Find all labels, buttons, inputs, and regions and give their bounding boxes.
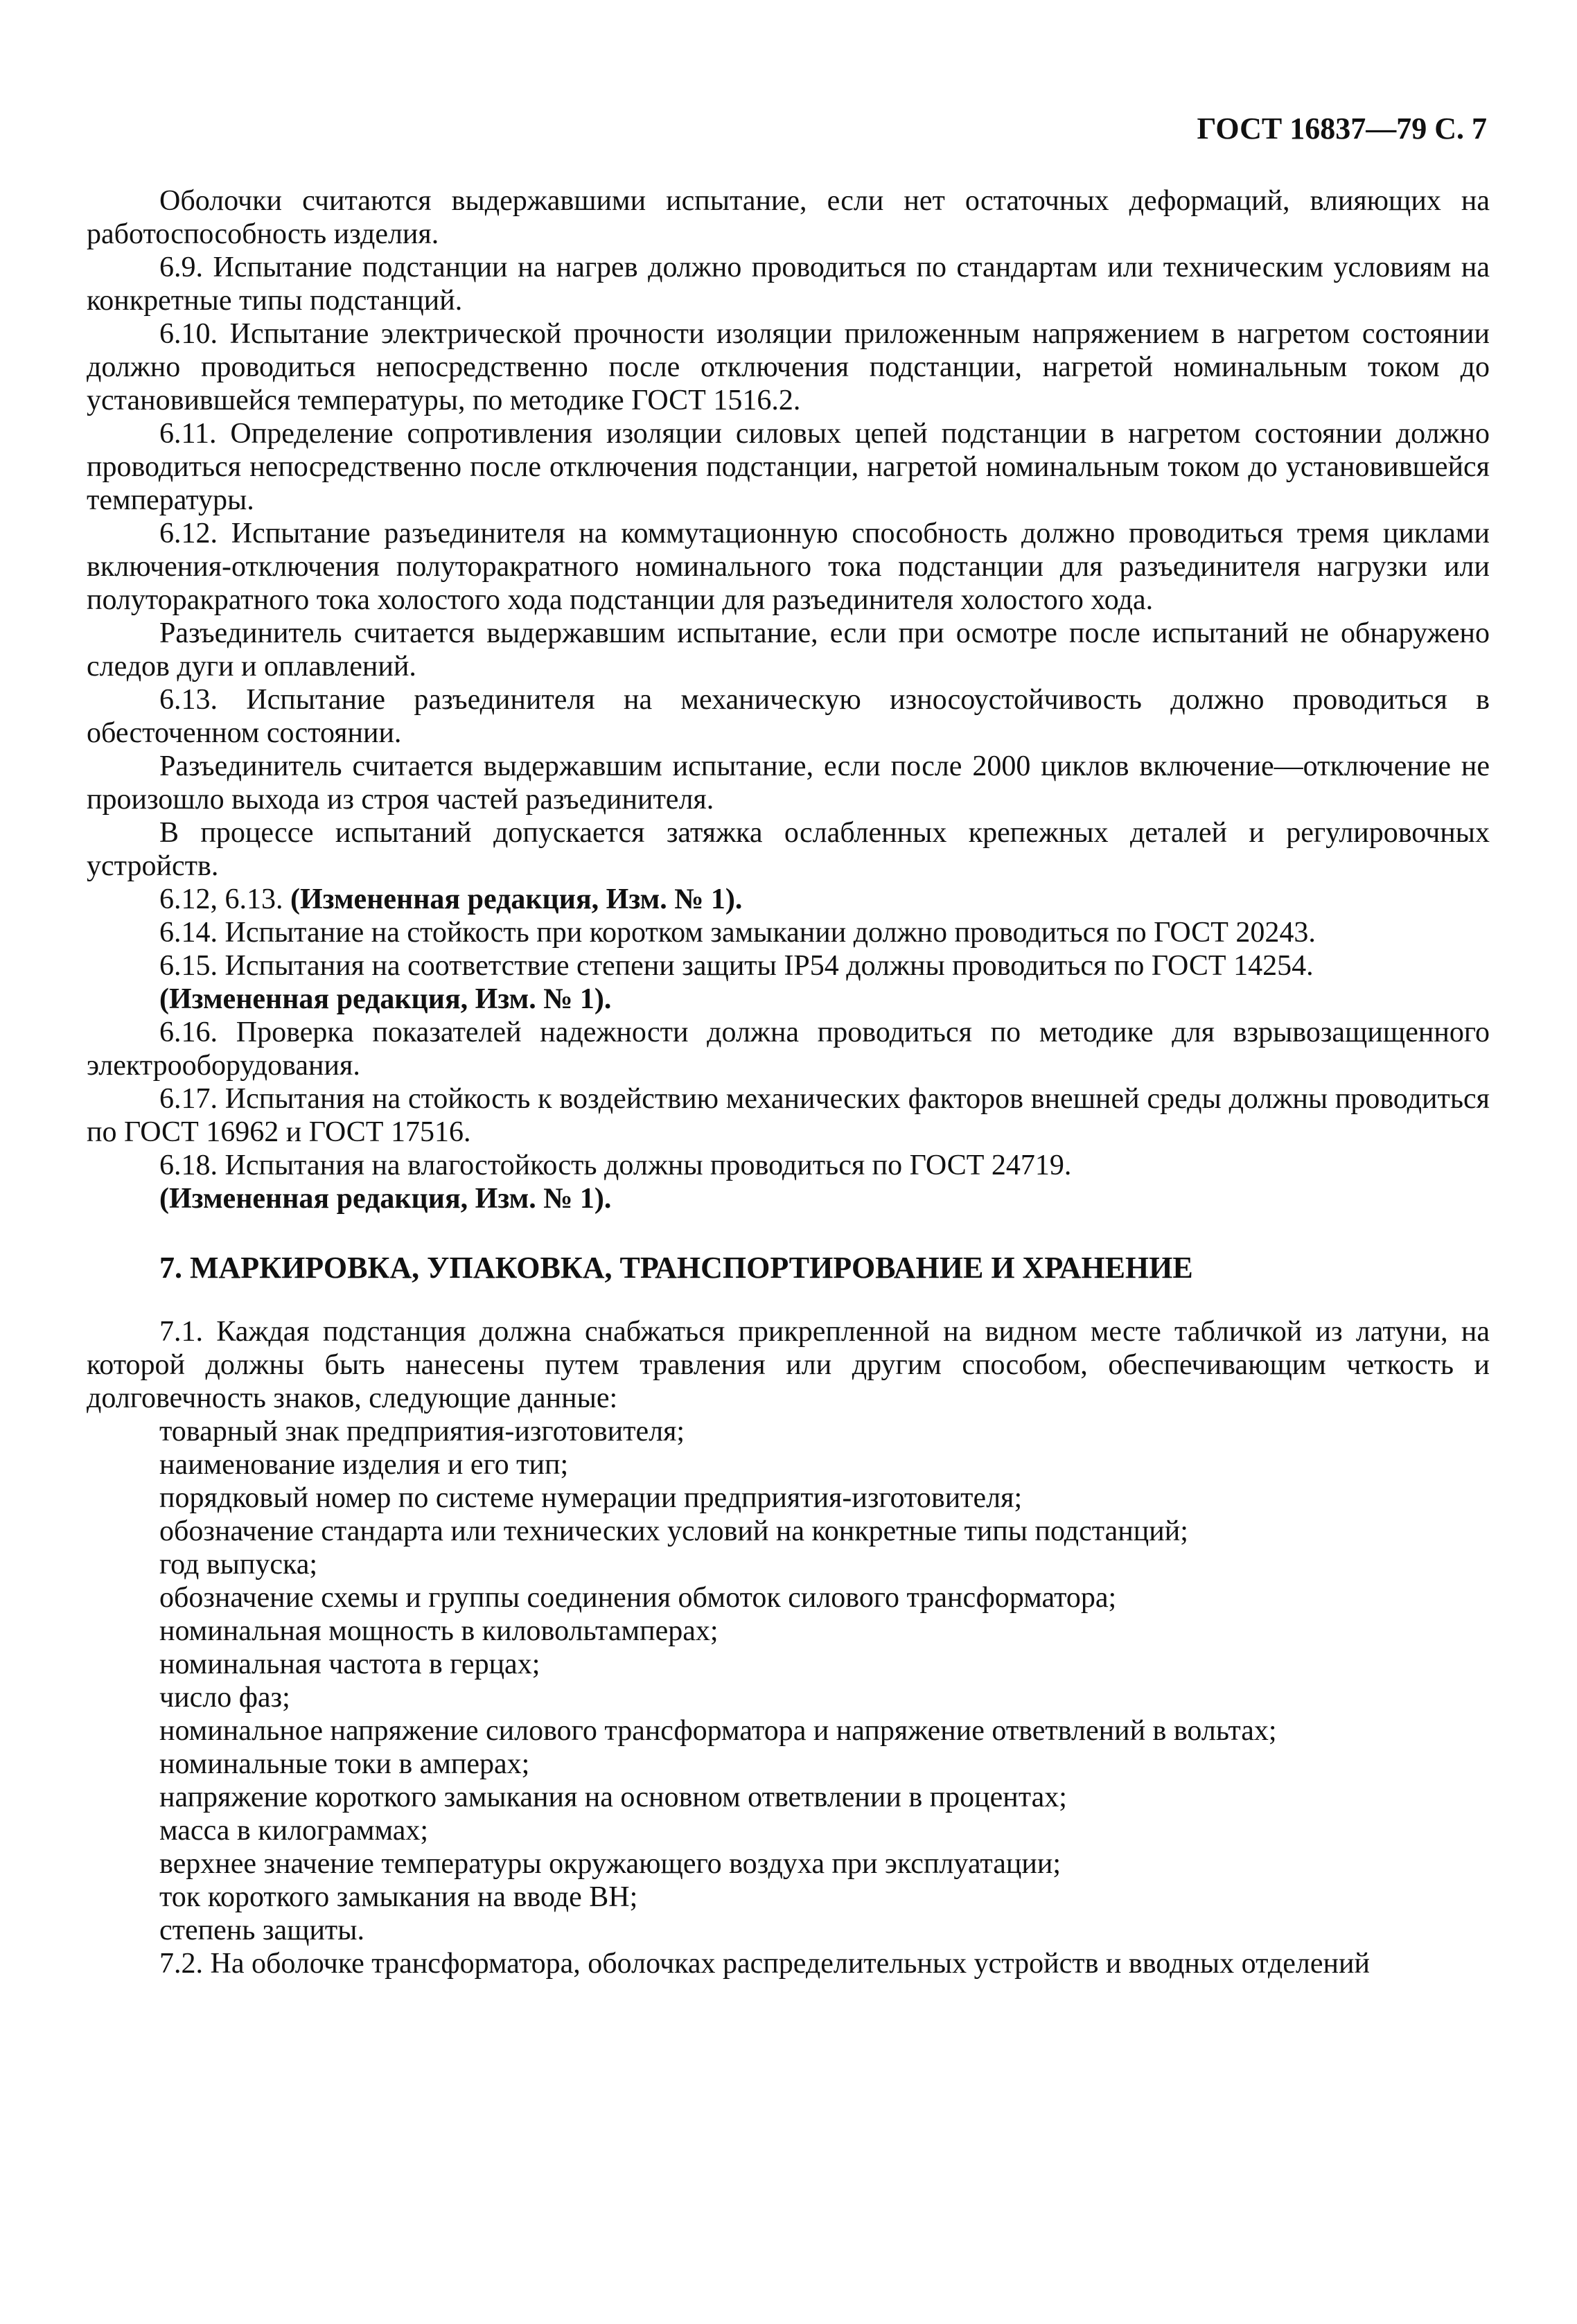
paragraph-6-10: 6.10. Испытание электрической прочности изоляции приложенным напряжением в нагретом состоянии должно проводиться непосредственно после отключения подстанции, нагретой номинальным током до установившейся температуры, по методике ГОСТ 1516.2.: [87, 318, 1490, 416]
list-item: ток короткого замыкания на вводе ВН;: [159, 1881, 638, 1913]
paragraph-6-9: 6.9. Испытание подстанции на нагрев должно проводиться по стандартам или техническим условиям на конкретные типы подстанций.: [87, 252, 1490, 317]
paragraph-amendment-6-12: [87, 883, 1490, 916]
paragraph-6-18: 6.18. Испытания на влагостойкость должны проводиться по ГОСТ 24719.: [159, 1150, 1072, 1181]
list-item: масса в килограммах;: [159, 1815, 429, 1847]
paragraph-6-17: 6.17. Испытания на стойкость к воздействию механических факторов внешней среды должны проводиться по ГОСТ 16962 и ГОСТ 17516.: [87, 1083, 1490, 1148]
list-item: номинальная частота в герцах;: [159, 1648, 540, 1680]
list-item: год выпуска;: [159, 1549, 318, 1581]
list-item: номинальное напряжение силового трансформатора и напряжение ответвлений в вольтах;: [159, 1715, 1277, 1747]
list-item: номинальная мощность в киловольтамперах;: [159, 1615, 719, 1647]
amendment-note-6-15: (Измененная редакция, Изм. № 1).: [159, 983, 612, 1015]
paragraph-6-16: 6.16. Проверка показателей надежности должна проводиться по методике для взрывозащищенного электрооборудования.: [87, 1016, 1490, 1082]
list-item: порядковый номер по системе нумерации предприятия-изготовителя;: [159, 1482, 1023, 1514]
paragraph-6-13: 6.13. Испытание разъединителя на механическую износоустойчивость должно проводиться в обесточенном состоянии.: [87, 684, 1490, 749]
list-item: напряжение короткого замыкания на основном ответвлении в процентах;: [159, 1781, 1067, 1813]
paragraph-6-15: 6.15. Испытания на соответствие степени защиты IP54 должны проводиться по ГОСТ 14254.: [159, 950, 1314, 982]
list-item: верхнее значение температуры окружающего воздуха при эксплуатации;: [159, 1848, 1061, 1880]
section-7-heading: 7. МАРКИРОВКА, УПАКОВКА, ТРАНСПОРТИРОВАНИЕ И ХРАНЕНИЕ: [159, 1251, 1193, 1285]
list-item: обозначение схемы и группы соединения обмоток силового трансформатора;: [159, 1582, 1117, 1614]
paragraph-7-2: 7.2. На оболочке трансформатора, оболочках распределительных устройств и вводных отделений: [159, 1948, 1370, 1980]
nameplate-data-list: [87, 1415, 1490, 1947]
running-title: ГОСТ 16837—79 С. 7: [1197, 112, 1487, 146]
list-item: наименование изделия и его тип;: [159, 1449, 569, 1481]
paragraph-6-12: 6.12. Испытание разъединителя на коммутационную способность должно проводиться тремя циклами включения-отключения полуторакратного номинального тока подстанции для разъединителя нагрузки или полуторакратного тока холостого хода подстанции для разъединителя холостого хода.: [87, 518, 1490, 616]
paragraph-7-1: 7.1. Каждая подстанция должна снабжаться прикрепленной на видном месте табличкой из латуни, на которой должны быть нанесены путем травления или другим способом, обеспечивающим четкость и долговечность знаков, следующие данные:: [87, 1316, 1490, 1414]
paragraph-disconnector-result: Разъединитель считается выдержавшим испытание, если при осмотре после испытаний не обнаружено следов дуги и оплавлений.: [87, 617, 1490, 683]
paragraph-6-11: 6.11. Определение сопротивления изоляции силовых цепей подстанции в нагретом состоянии должно проводиться непосредственно после отключения подстанции, нагретой номинальным током до установившейся температуры.: [87, 418, 1490, 516]
list-item: номинальные токи в амперах;: [159, 1748, 530, 1780]
amendment-note-6-18: (Измененная редакция, Изм. № 1).: [159, 1183, 612, 1215]
paragraph-fastener-adjustment: В процессе испытаний допускается затяжка ослабленных крепежных деталей и регулировочных устройств.: [87, 817, 1490, 882]
list-item: обозначение стандарта или технических условий на конкретные типы подстанций;: [159, 1515, 1188, 1547]
amendment-clause-ref: 6.12, 6.13.: [159, 883, 290, 915]
paragraph-shell-test-result: Оболочки считаются выдержавшими испытание, если нет остаточных деформаций, влияющих на работоспособность изделия.: [87, 185, 1490, 250]
list-item: товарный знак предприятия-изготовителя;: [159, 1416, 685, 1447]
paragraph-6-14: 6.14. Испытание на стойкость при коротком замыкании должно проводиться по ГОСТ 20243.: [159, 917, 1316, 949]
paragraph-disconnector-cycles: Разъединитель считается выдержавшим испытание, если после 2000 циклов включение—отключение не произошло выхода из строя частей разъединителя.: [87, 750, 1490, 816]
list-item: степень защиты.: [159, 1914, 365, 1946]
amendment-note: (Измененная редакция, Изм. № 1).: [290, 883, 743, 915]
body-text: [87, 184, 1490, 1980]
list-item: число фаз;: [159, 1682, 290, 1714]
